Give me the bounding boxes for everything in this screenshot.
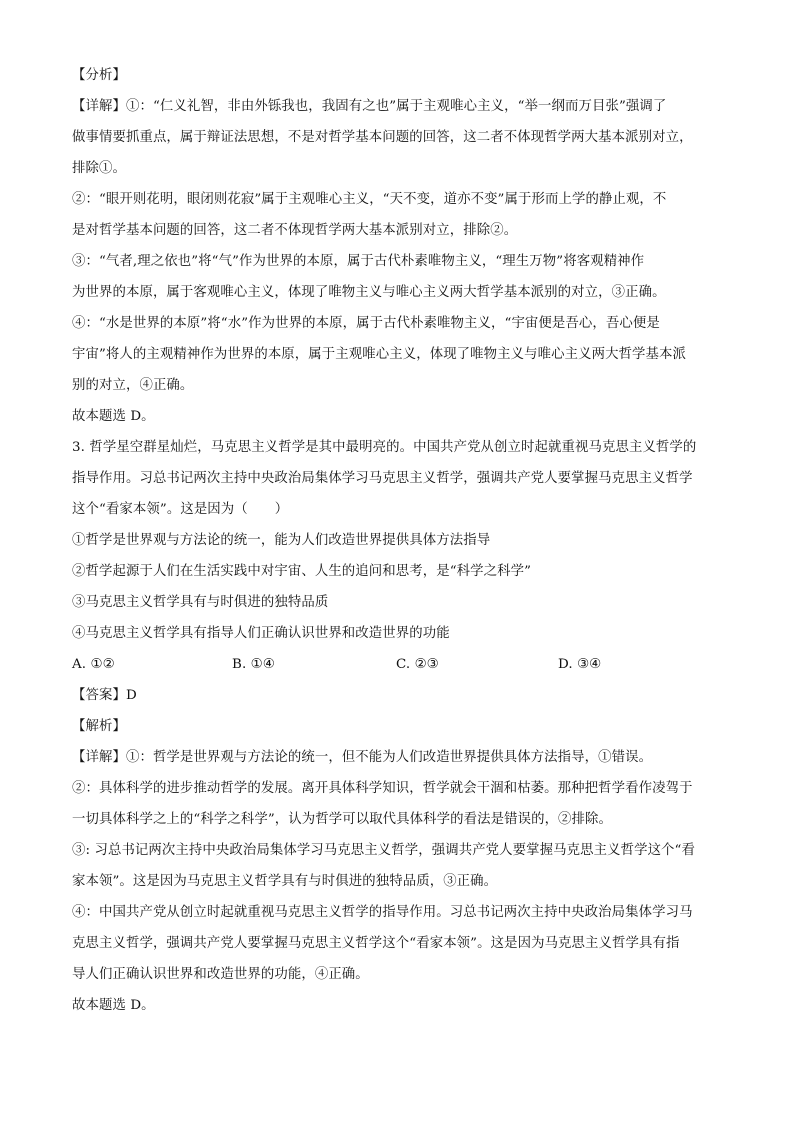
question-stem-line: 3. 哲学星空群星灿烂，马克思主义哲学是其中最明亮的。中国共产党从创立时起就重视马克思主义哲学的	[72, 440, 697, 455]
text-line: ②：“眼开则花明，眼闭则花寂”属于主观唯心主义，“天不变，道亦不变”属于形而上学的静止观，不	[72, 192, 667, 207]
statement-2: ②哲学起源于人们在生活实践中对宇宙、人生的追问和思考，是“科学之科学”	[72, 564, 532, 579]
text-line: 是对哲学基本问题的回答，这二者不体现哲学两大基本派别对立，排除②。	[72, 223, 518, 238]
text-line: ④：“水是世界的本原”将“水”作为世界的本原，属于古代朴素唯物主义，“宇宙便是吾心，吾心便是	[72, 316, 660, 331]
text-line: 宇宙”将人的主观精神作为世界的本原，属于主观唯心主义，体现了唯物主义与唯心主义两大哲学基本派	[72, 347, 687, 362]
answer-options	[72, 649, 724, 680]
text-line: 【详解】①：哲学是世界观与方法论的统一，但不能为人们改造世界提供具体方法指导，①错误。	[72, 750, 653, 765]
document-page	[72, 60, 724, 1021]
text-line: 家本领”。这是因为马克思主义哲学具有与时俱进的独特品质，③正确。	[72, 874, 498, 889]
option-b: B. ①④	[232, 657, 275, 672]
question-stem-line: 指导作用。习总书记两次主持中央政治局集体学习马克思主义哲学，强调共产党人要掌握马克思主义哲学	[72, 471, 693, 486]
statement-3: ③马克思主义哲学具有与时俱进的独特品质	[72, 595, 329, 610]
text-line: ③：“气者,理之依也”将“气”作为世界的本原，属于古代朴素唯物主义，“理生万物”将客观精神作	[72, 254, 645, 269]
option-c: C. ②③	[396, 657, 439, 672]
text-line: 克思主义哲学，强调共产党人要掌握马克思主义哲学这个“看家本领”。这是因为马克思主义哲学具有指	[72, 936, 680, 951]
explanation-header: 【解析】	[72, 719, 126, 734]
text-line: 为世界的本原，属于客观唯心主义，体现了唯物主义与唯心主义两大哲学基本派别的对立，③正确。	[72, 285, 666, 300]
text-line: 一切具体科学之上的“科学之科学”，认为哲学可以取代具体科学的看法是错误的，②排除。	[72, 812, 613, 827]
statement-1: ①哲学是世界观与方法论的统一，能为人们改造世界提供具体方法指导	[72, 533, 491, 548]
text-line: 排除①。	[72, 161, 126, 176]
option-a: A. ①②	[72, 657, 115, 672]
statement-4: ④马克思主义哲学具有指导人们正确认识世界和改造世界的功能	[72, 626, 450, 641]
analysis-header: 【分析】	[72, 68, 126, 83]
answer-line: 【答案】D	[72, 688, 137, 703]
text-line: 故本题选 D。	[72, 998, 155, 1013]
text-line: 做事情要抓重点，属于辩证法思想，不是对哲学基本问题的回答，这二者不体现哲学两大基本派别对立，	[72, 130, 693, 145]
question-3	[72, 432, 724, 1021]
question-stem-line: 这个“看家本领”。这是因为（ ）	[72, 502, 289, 517]
text-line: 别的对立，④正确。	[72, 378, 194, 393]
text-line: ④：中国共产党从创立时起就重视马克思主义哲学的指导作用。习总书记两次主持中央政治局集体学习马	[72, 905, 693, 920]
text-line: 故本题选 D。	[72, 409, 155, 424]
text-line: 导人们正确认识世界和改造世界的功能，④正确。	[72, 967, 369, 982]
text-line: ③: 习总书记两次主持中央政治局集体学习马克思主义哲学，强调共产党人要掌握马克思主义哲学这个“看	[72, 843, 695, 858]
detail-block-1	[72, 91, 724, 432]
text-line: 【详解】①：“仁义礼智，非由外铄我也，我固有之也”属于主观唯心主义，“举一纲而万目张”强调了	[72, 99, 667, 114]
text-line: ②：具体科学的进步推动哲学的发展。离开具体科学知识，哲学就会干涸和枯萎。那种把哲学看作凌驾于	[72, 781, 693, 796]
option-d: D. ③④	[558, 657, 602, 672]
